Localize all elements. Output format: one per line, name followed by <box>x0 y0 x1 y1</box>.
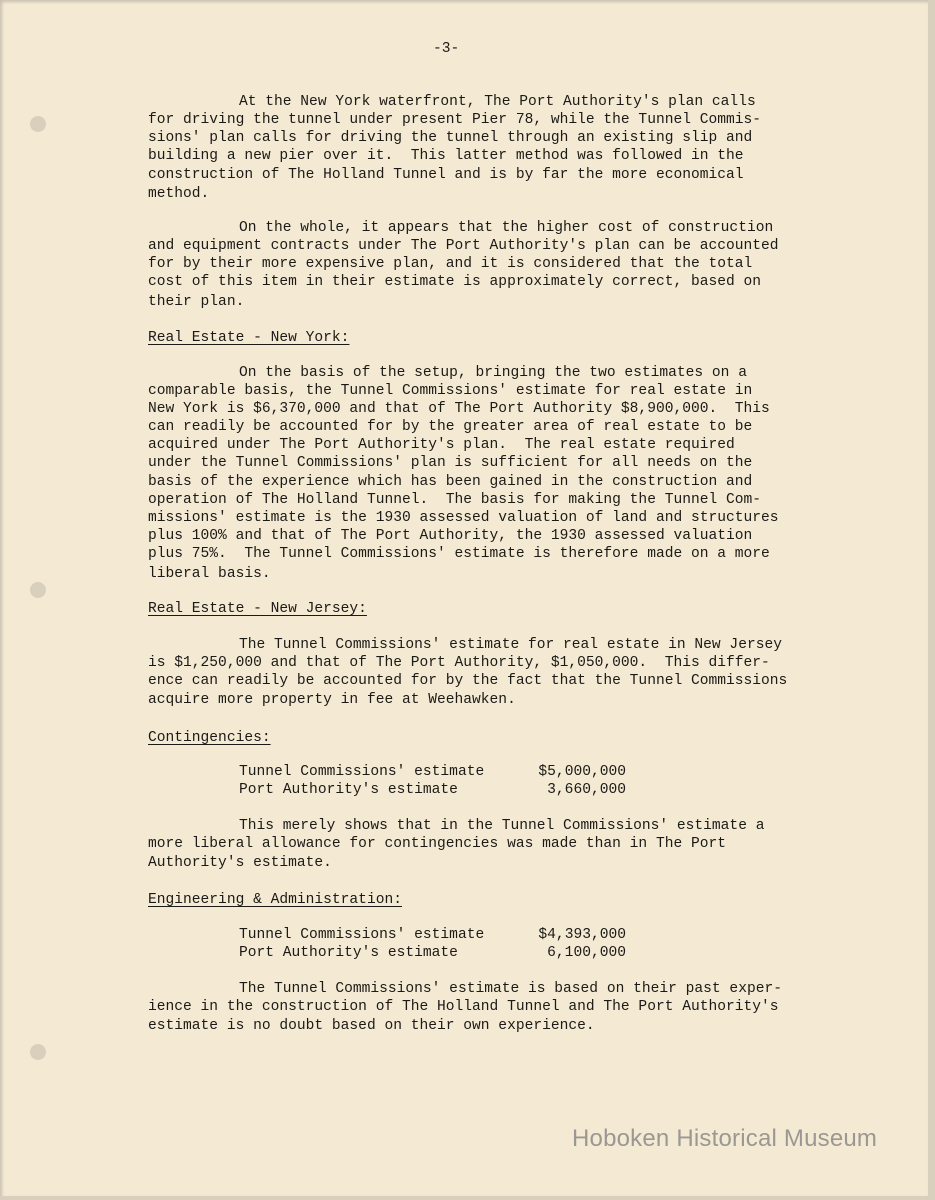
whole-line-5: their plan. <box>148 294 245 310</box>
re-ny-line-5: acquired under The Port Authority's plan. The real estate required <box>148 437 735 453</box>
re-nj-line-1: The Tunnel Commissions' estimate for real estate in New Jersey <box>239 637 782 653</box>
re-nj-line-4: acquire more property in fee at Weehawken. <box>148 692 516 708</box>
contingencies-row-2-label: Port Authority's estimate <box>239 782 458 798</box>
heading-real-estate-new-york: Real Estate - New York: <box>148 330 350 346</box>
museum-watermark: Hoboken Historical Museum <box>572 1125 878 1152</box>
re-ny-line-6: under the Tunnel Commissions' plan is sufficient for all needs on the <box>148 455 753 471</box>
waterfront-line-4: building a new pier over it. This latter method was followed in the <box>148 148 744 164</box>
engineering-row-1-label: Tunnel Commissions' estimate <box>239 927 485 943</box>
page-number: -3- <box>433 41 460 57</box>
re-nj-line-2: is $1,250,000 and that of The Port Authority, $1,050,000. This differ- <box>148 655 770 671</box>
heading-contingencies: Contingencies: <box>148 730 271 746</box>
re-ny-line-7: basis of the experience which has been gained in the construction and <box>148 474 753 490</box>
engineering-line-1: The Tunnel Commissions' estimate is based on their past exper- <box>239 981 782 997</box>
waterfront-line-1: At the New York waterfront, The Port Authority's plan calls <box>239 94 756 110</box>
engineering-row-1-amount: $4,393,000 <box>538 927 626 943</box>
whole-line-3: for by their more expensive plan, and it is considered that the total <box>148 256 753 272</box>
re-ny-line-11: plus 75%. The Tunnel Commissions' estimate is therefore made on a more <box>148 546 770 562</box>
contingencies-row-1-label: Tunnel Commissions' estimate <box>239 764 485 780</box>
whole-line-2: and equipment contracts under The Port Authority's plan can be accounted <box>148 238 779 254</box>
contingencies-row-1-amount: $5,000,000 <box>538 764 626 780</box>
engineering-row-2-label: Port Authority's estimate <box>239 945 458 961</box>
heading-real-estate-new-jersey: Real Estate - New Jersey: <box>148 601 367 617</box>
heading-engineering-administration: Engineering & Administration: <box>148 892 402 908</box>
punch-hole <box>30 1044 46 1060</box>
re-ny-line-4: can readily be accounted for by the greater area of real estate to be <box>148 419 753 435</box>
whole-line-1: On the whole, it appears that the higher cost of construction <box>239 220 774 236</box>
re-ny-line-2: comparable basis, the Tunnel Commissions' estimate for real estate in <box>148 383 753 399</box>
re-ny-line-3: New York is $6,370,000 and that of The Port Authority $8,900,000. This <box>148 401 770 417</box>
waterfront-line-6: method. <box>148 186 210 202</box>
contingencies-row-2-amount: 3,660,000 <box>547 782 626 798</box>
waterfront-line-2: for driving the tunnel under present Pier 78, while the Tunnel Commis- <box>148 112 762 128</box>
whole-line-4: cost of this item in their estimate is approximately correct, based on <box>148 274 762 290</box>
contingencies-line-1: This merely shows that in the Tunnel Commissions' estimate a <box>239 818 765 834</box>
re-ny-line-10: plus 100% and that of The Port Authority, the 1930 assessed valuation <box>148 528 753 544</box>
re-ny-line-9: missions' estimate is the 1930 assessed valuation of land and structures <box>148 510 779 526</box>
waterfront-line-3: sions' plan calls for driving the tunnel through an existing slip and <box>148 130 753 146</box>
contingencies-line-3: Authority's estimate. <box>148 855 332 871</box>
re-ny-line-1: On the basis of the setup, bringing the two estimates on a <box>239 365 747 381</box>
punch-hole <box>30 116 46 132</box>
re-ny-line-12: liberal basis. <box>148 566 271 582</box>
engineering-line-3: estimate is no doubt based on their own experience. <box>148 1018 595 1034</box>
engineering-line-2: ience in the construction of The Holland Tunnel and The Port Authority's <box>148 999 779 1015</box>
re-nj-line-3: ence can readily be accounted for by the fact that the Tunnel Commissions <box>148 673 788 689</box>
re-ny-line-8: operation of The Holland Tunnel. The basis for making the Tunnel Com- <box>148 492 762 508</box>
contingencies-line-2: more liberal allowance for contingencies was made than in The Port <box>148 836 727 852</box>
punch-hole <box>30 582 46 598</box>
engineering-row-2-amount: 6,100,000 <box>547 945 626 961</box>
waterfront-line-5: construction of The Holland Tunnel and is by far the more economical <box>148 167 744 183</box>
